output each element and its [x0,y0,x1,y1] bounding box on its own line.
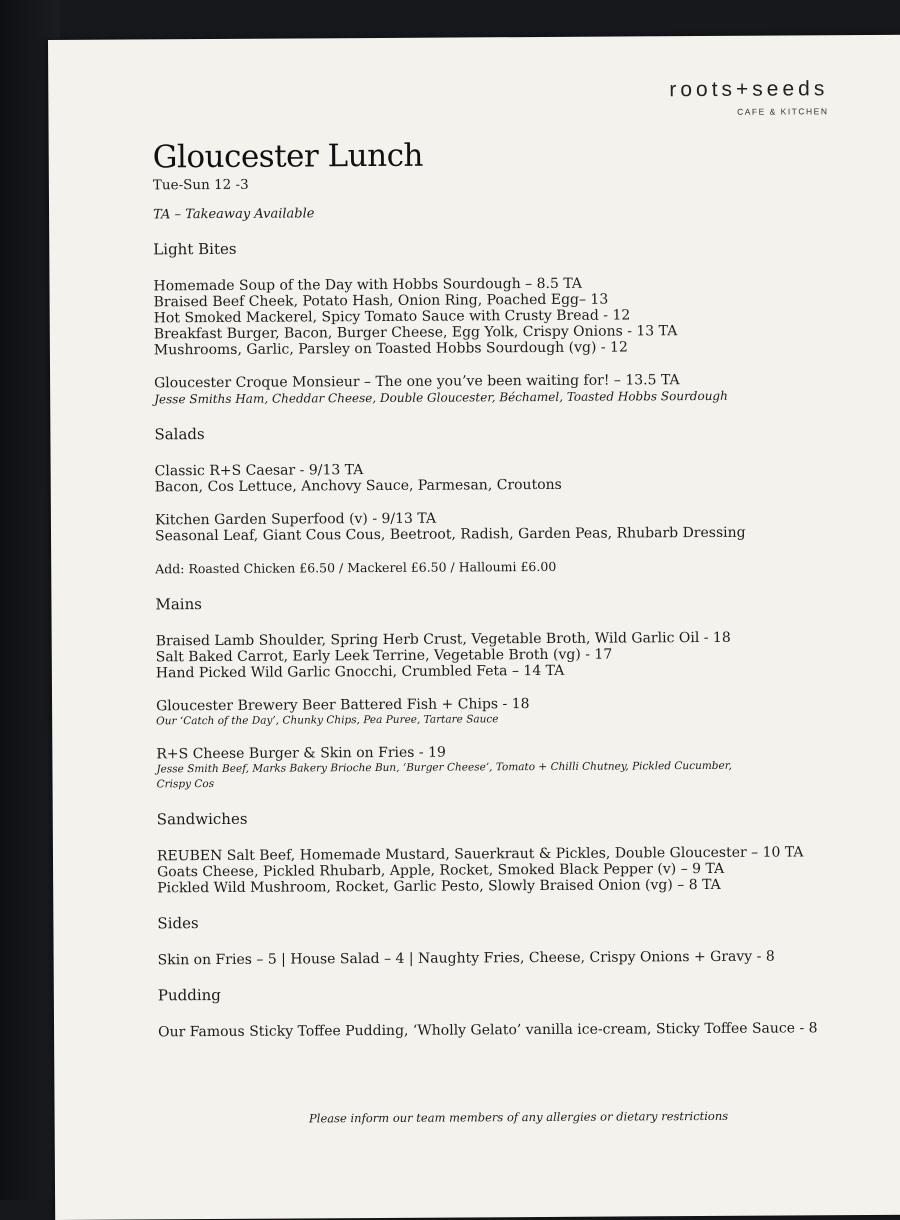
section-heading-sides: Sides [157,914,199,933]
menu-item: Hot Smoked Mackerel, Spicy Tomato Sauce with Crusty Bread - 12 [153,307,631,327]
pudding-item: Our Famous Sticky Toffee Pudding, ‘Wholly Gelato’ vanilla ice-cream, Sticky Toffee Sauce - 8 [158,1020,818,1041]
menu-item: Braised Lamb Shoulder, Spring Herb Crust, Vegetable Broth, Wild Garlic Oil - 18 [155,629,731,650]
section-heading-pudding: Pudding [157,985,221,1005]
menu-item-description: Crispy Cos [156,777,215,791]
menu-content [153,135,878,1040]
salad-add-ons: Add: Roasted Chicken £6.50 / Mackerel £6.50 / Halloumi £6.00 [155,558,557,577]
menu-item: R+S Cheese Burger & Skin on Fries - 19 [156,744,446,763]
menu-item-description: Our ‘Catch of the Day’, Chunky Chips, Pea Puree, Tartare Sauce [156,713,499,728]
menu-item: Goats Cheese, Pickled Rhubarb, Apple, Rocket, Smoked Black Pepper (v) – 9 TA [157,860,725,881]
section-heading-salads: Salads [154,425,205,444]
brand-tagline: CAFE & KITCHEN [737,106,829,117]
takeaway-note: TA – Takeaway Available [153,206,315,223]
section-heading-mains: Mains [155,595,202,614]
menu-item-description: Jesse Smith Beef, Marks Bakery Brioche Bun, ‘Burger Cheese’, Tomato + Chilli Chutney, Pickled Cucumber, [156,759,732,776]
menu-item: Kitchen Garden Superfood (v) - 9/13 TA [154,510,437,529]
brand-logo [669,77,828,117]
menu-item: Braised Beef Cheek, Potato Hash, Onion Ring, Poached Egg– 13 [153,291,609,311]
menu-item: Classic R+S Caesar - 9/13 TA [154,462,364,480]
menu-sheet [48,35,900,1220]
menu-item-description: Bacon, Cos Lettuce, Anchovy Sauce, Parmesan, Croutons [154,476,562,496]
menu-item: Hand Picked Wild Garlic Gnocchi, Crumbled Feta – 14 TA [155,662,565,682]
brand-name: roots+seeds [669,77,829,102]
section-heading-sandwiches: Sandwiches [156,809,248,829]
opening-hours: Tue-Sun 12 -3 [152,176,249,194]
menu-item-description: Jesse Smiths Ham, Cheddar Cheese, Double Gloucester, Béchamel, Toasted Hobbs Sourdough [154,388,728,407]
sides-list: Skin on Fries – 5 | House Salad – 4 | Naughty Fries, Cheese, Crispy Onions + Gravy - 8 [157,948,775,969]
allergy-notice: Please inform our team members of any allergies or dietary restrictions [308,1108,729,1126]
menu-item: Homemade Soup of the Day with Hobbs Sourdough – 8.5 TA [153,275,583,295]
menu-item-special: Gloucester Croque Monsieur – The one you’ve been waiting for! – 13.5 TA [154,372,680,392]
section-heading-light-bites: Light Bites [153,239,237,259]
menu-item: Mushrooms, Garlic, Parsley on Toasted Hobbs Sourdough (vg) - 12 [153,339,628,359]
menu-item: Salt Baked Carrot, Early Leek Terrine, Vegetable Broth (vg) - 17 [155,646,613,666]
menu-title: Gloucester Lunch [152,137,424,176]
menu-item: Gloucester Brewery Beer Battered Fish + Chips - 18 [156,696,530,715]
menu-item: REUBEN Salt Beef, Homemade Mustard, Sauerkraut & Pickles, Double Gloucester – 10 TA [156,844,804,865]
menu-item: Pickled Wild Mushroom, Rocket, Garlic Pesto, Slowly Braised Onion (vg) – 8 TA [157,876,721,897]
menu-item: Breakfast Burger, Bacon, Burger Cheese, Egg Yolk, Crispy Onions - 13 TA [153,323,678,343]
menu-item-description: Seasonal Leaf, Giant Cous Cous, Beetroot, Radish, Garden Peas, Rhubarb Dressing [154,524,746,545]
